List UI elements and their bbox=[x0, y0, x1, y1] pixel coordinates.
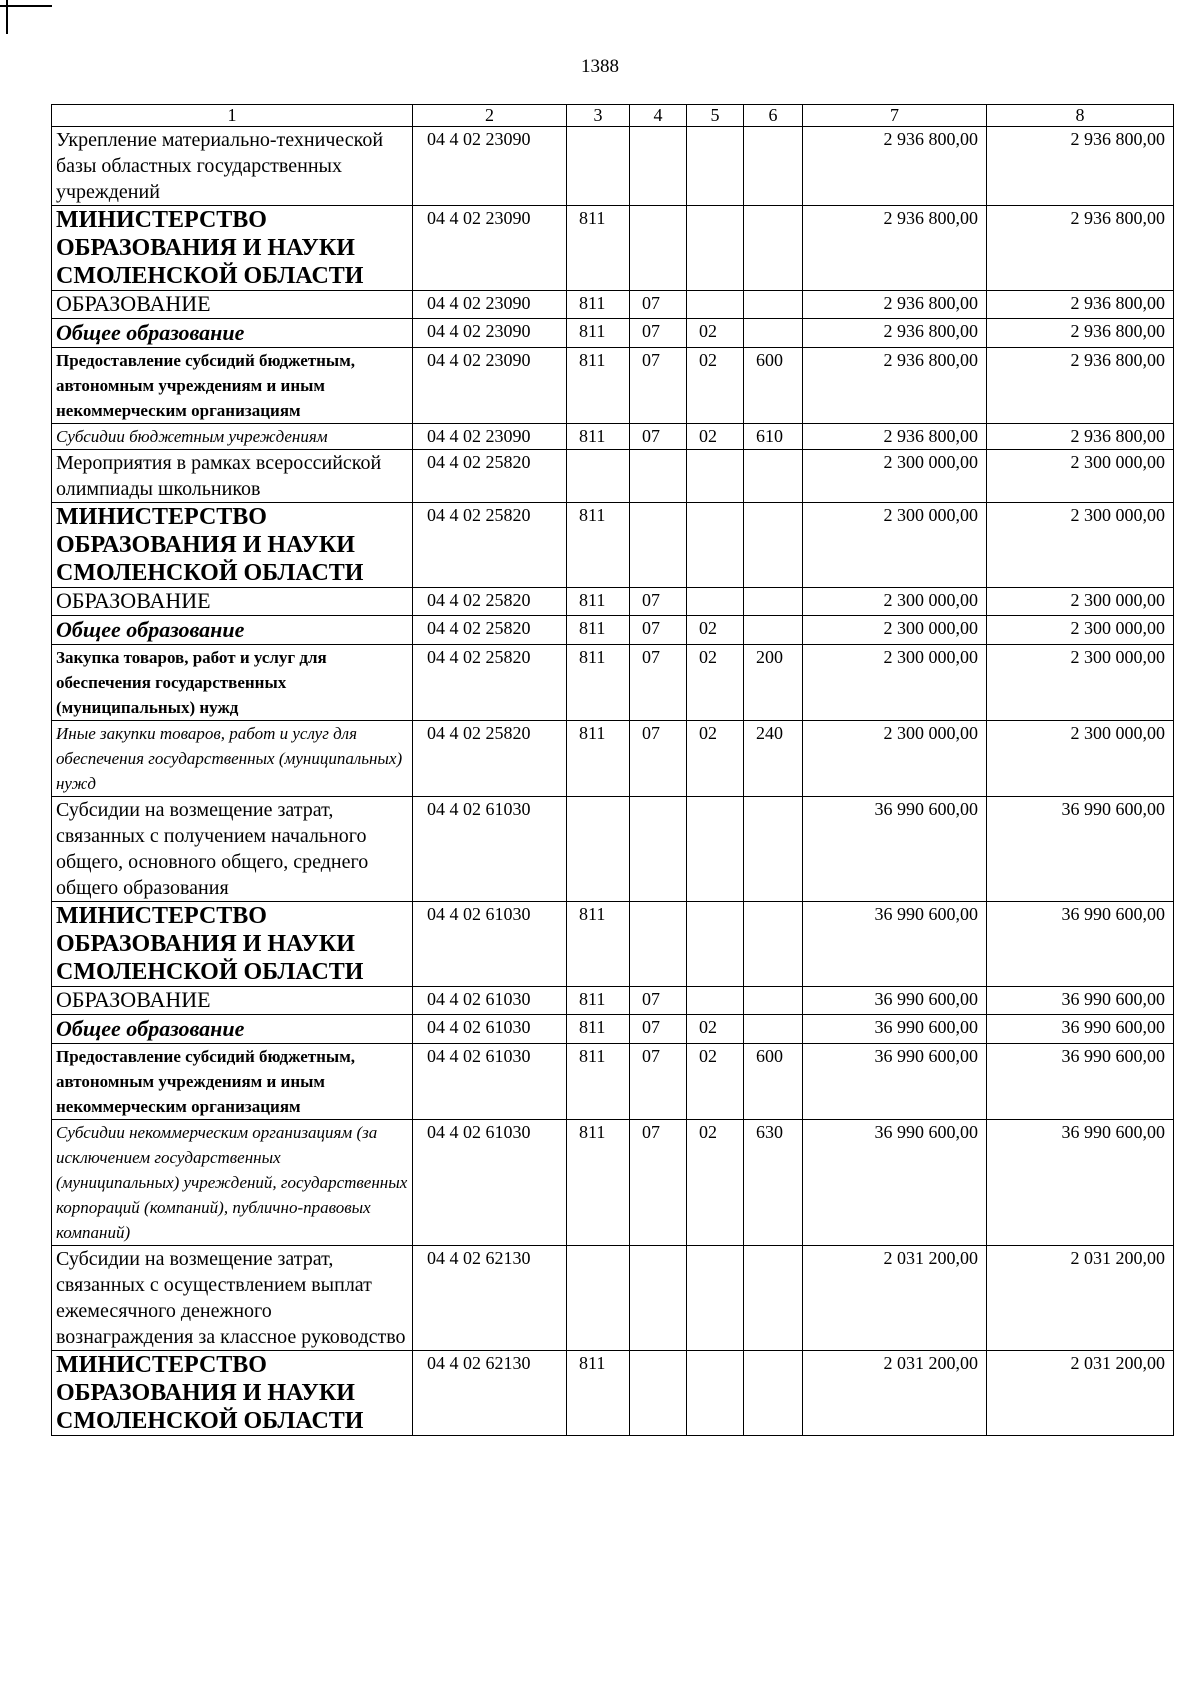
column-number: 8 bbox=[987, 105, 1174, 127]
row-amount-col7: 36 990 600,00 bbox=[803, 797, 987, 902]
row-expense-kind-code bbox=[744, 902, 803, 987]
row-expense-kind-code bbox=[744, 588, 803, 616]
row-amount-col7: 2 300 000,00 bbox=[803, 616, 987, 645]
table-row bbox=[52, 348, 1174, 424]
row-subsection-code bbox=[687, 206, 744, 291]
row-amount-col7: 2 300 000,00 bbox=[803, 588, 987, 616]
row-name bbox=[52, 797, 413, 902]
row-name bbox=[52, 450, 413, 503]
row-name bbox=[52, 1015, 413, 1044]
row-name-text: МИНИСТЕРСТВО ОБРАЗОВАНИЯ И НАУКИ СМОЛЕНСКОЙ ОБЛАСТИ bbox=[56, 1352, 364, 1434]
table-body bbox=[52, 105, 1174, 1436]
row-subsection-code: 02 bbox=[687, 424, 744, 450]
row-target-code: 04 4 02 61030 bbox=[413, 1044, 567, 1120]
row-name-text: Общее образование bbox=[56, 1016, 245, 1041]
row-subsection-code bbox=[687, 450, 744, 503]
row-name-text: Предоставление субсидий бюджетным, автономным учреждениям и иным некоммерческим организациям bbox=[56, 351, 356, 420]
row-subsection-code bbox=[687, 503, 744, 588]
row-amount-col8: 2 300 000,00 bbox=[987, 503, 1174, 588]
row-target-code: 04 4 02 25820 bbox=[413, 588, 567, 616]
row-admin-code: 811 bbox=[567, 987, 630, 1015]
row-name-text: Мероприятия в рамках всероссийской олимпиады школьников bbox=[56, 452, 382, 500]
table-row bbox=[52, 1351, 1174, 1436]
row-admin-code: 811 bbox=[567, 291, 630, 319]
row-target-code: 04 4 02 61030 bbox=[413, 1120, 567, 1246]
row-amount-col8: 2 936 800,00 bbox=[987, 291, 1174, 319]
row-amount-col7: 36 990 600,00 bbox=[803, 1044, 987, 1120]
row-section-code: 07 bbox=[630, 348, 687, 424]
row-subsection-code bbox=[687, 127, 744, 206]
row-subsection-code bbox=[687, 797, 744, 902]
table-row bbox=[52, 127, 1174, 206]
row-amount-col8: 2 300 000,00 bbox=[987, 588, 1174, 616]
row-amount-col7: 2 936 800,00 bbox=[803, 291, 987, 319]
table-row bbox=[52, 902, 1174, 987]
row-name-text: ОБРАЗОВАНИЕ bbox=[56, 987, 211, 1012]
row-amount-col7: 2 300 000,00 bbox=[803, 450, 987, 503]
row-subsection-code bbox=[687, 987, 744, 1015]
row-target-code: 04 4 02 25820 bbox=[413, 450, 567, 503]
row-admin-code: 811 bbox=[567, 721, 630, 797]
column-number: 6 bbox=[744, 105, 803, 127]
row-target-code: 04 4 02 25820 bbox=[413, 503, 567, 588]
row-name bbox=[52, 902, 413, 987]
row-name bbox=[52, 1351, 413, 1436]
row-target-code: 04 4 02 23090 bbox=[413, 319, 567, 348]
row-name-text: Общее образование bbox=[56, 320, 245, 345]
row-admin-code bbox=[567, 1246, 630, 1351]
row-subsection-code: 02 bbox=[687, 721, 744, 797]
row-expense-kind-code bbox=[744, 797, 803, 902]
row-subsection-code: 02 bbox=[687, 1044, 744, 1120]
row-amount-col7: 2 936 800,00 bbox=[803, 348, 987, 424]
row-expense-kind-code: 200 bbox=[744, 645, 803, 721]
row-section-code: 07 bbox=[630, 1044, 687, 1120]
row-amount-col7: 2 936 800,00 bbox=[803, 127, 987, 206]
row-name bbox=[52, 721, 413, 797]
row-amount-col8: 2 936 800,00 bbox=[987, 424, 1174, 450]
row-section-code bbox=[630, 503, 687, 588]
table-row bbox=[52, 616, 1174, 645]
budget-table bbox=[51, 104, 1174, 1436]
row-name-text: Предоставление субсидий бюджетным, автономным учреждениям и иным некоммерческим организациям bbox=[56, 1047, 356, 1116]
row-expense-kind-code: 600 bbox=[744, 348, 803, 424]
row-section-code: 07 bbox=[630, 987, 687, 1015]
row-section-code bbox=[630, 797, 687, 902]
row-name-text: Укрепление материально-технической базы областных государственных учреждений bbox=[56, 129, 384, 203]
row-subsection-code bbox=[687, 1351, 744, 1436]
table-row bbox=[52, 319, 1174, 348]
row-target-code: 04 4 02 23090 bbox=[413, 127, 567, 206]
row-name bbox=[52, 319, 413, 348]
row-target-code: 04 4 02 23090 bbox=[413, 424, 567, 450]
row-expense-kind-code bbox=[744, 450, 803, 503]
row-section-code: 07 bbox=[630, 1120, 687, 1246]
row-name bbox=[52, 424, 413, 450]
row-name bbox=[52, 291, 413, 319]
column-number: 7 bbox=[803, 105, 987, 127]
row-expense-kind-code bbox=[744, 1351, 803, 1436]
row-target-code: 04 4 02 62130 bbox=[413, 1246, 567, 1351]
row-name bbox=[52, 127, 413, 206]
row-expense-kind-code bbox=[744, 291, 803, 319]
row-name-text: Субсидии на возмещение затрат, связанных с осуществлением выплат ежемесячного денежного вознаграждения за классное руководство bbox=[56, 1248, 406, 1348]
row-expense-kind-code bbox=[744, 987, 803, 1015]
row-name-text: Субсидии некоммерческим организациям (за исключением государственных (муниципальных) учреждений, государственных корпораций (компаний), публично-правовых компаний) bbox=[56, 1123, 408, 1242]
table-row bbox=[52, 503, 1174, 588]
row-amount-col7: 36 990 600,00 bbox=[803, 1120, 987, 1246]
row-expense-kind-code: 630 bbox=[744, 1120, 803, 1246]
row-name bbox=[52, 503, 413, 588]
table-row bbox=[52, 588, 1174, 616]
row-subsection-code bbox=[687, 588, 744, 616]
table-row bbox=[52, 721, 1174, 797]
row-target-code: 04 4 02 23090 bbox=[413, 348, 567, 424]
table-row bbox=[52, 645, 1174, 721]
row-target-code: 04 4 02 23090 bbox=[413, 206, 567, 291]
row-name-text: МИНИСТЕРСТВО ОБРАЗОВАНИЯ И НАУКИ СМОЛЕНСКОЙ ОБЛАСТИ bbox=[56, 207, 364, 289]
table-row bbox=[52, 424, 1174, 450]
row-admin-code: 811 bbox=[567, 424, 630, 450]
row-target-code: 04 4 02 62130 bbox=[413, 1351, 567, 1436]
row-amount-col8: 2 936 800,00 bbox=[987, 319, 1174, 348]
row-name bbox=[52, 588, 413, 616]
row-name-text: Иные закупки товаров, работ и услуг для обеспечения государственных (муниципальных) нужд bbox=[56, 724, 403, 793]
row-admin-code bbox=[567, 797, 630, 902]
row-section-code bbox=[630, 450, 687, 503]
table-row bbox=[52, 1044, 1174, 1120]
row-section-code: 07 bbox=[630, 645, 687, 721]
row-amount-col8: 2 936 800,00 bbox=[987, 127, 1174, 206]
row-amount-col8: 2 936 800,00 bbox=[987, 206, 1174, 291]
row-name-text: Закупка товаров, работ и услуг для обеспечения государственных (муниципальных) нужд bbox=[56, 648, 327, 717]
row-amount-col7: 2 300 000,00 bbox=[803, 721, 987, 797]
row-amount-col7: 2 936 800,00 bbox=[803, 424, 987, 450]
row-expense-kind-code: 610 bbox=[744, 424, 803, 450]
row-admin-code: 811 bbox=[567, 348, 630, 424]
row-expense-kind-code: 240 bbox=[744, 721, 803, 797]
row-section-code bbox=[630, 127, 687, 206]
row-section-code: 07 bbox=[630, 319, 687, 348]
row-section-code: 07 bbox=[630, 588, 687, 616]
row-admin-code: 811 bbox=[567, 902, 630, 987]
row-name-text: МИНИСТЕРСТВО ОБРАЗОВАНИЯ И НАУКИ СМОЛЕНСКОЙ ОБЛАСТИ bbox=[56, 903, 364, 985]
row-admin-code: 811 bbox=[567, 1015, 630, 1044]
row-expense-kind-code: 600 bbox=[744, 1044, 803, 1120]
row-subsection-code: 02 bbox=[687, 348, 744, 424]
row-amount-col8: 36 990 600,00 bbox=[987, 1015, 1174, 1044]
row-admin-code bbox=[567, 450, 630, 503]
table-row bbox=[52, 450, 1174, 503]
table-row bbox=[52, 1246, 1174, 1351]
row-amount-col7: 2 300 000,00 bbox=[803, 503, 987, 588]
row-amount-col8: 2 300 000,00 bbox=[987, 616, 1174, 645]
row-amount-col8: 2 300 000,00 bbox=[987, 645, 1174, 721]
row-subsection-code bbox=[687, 902, 744, 987]
row-section-code: 07 bbox=[630, 721, 687, 797]
row-target-code: 04 4 02 61030 bbox=[413, 987, 567, 1015]
row-amount-col7: 2 031 200,00 bbox=[803, 1246, 987, 1351]
row-section-code bbox=[630, 1351, 687, 1436]
row-amount-col8: 36 990 600,00 bbox=[987, 987, 1174, 1015]
row-name-text: Субсидии бюджетным учреждениям bbox=[56, 427, 328, 446]
row-admin-code: 811 bbox=[567, 616, 630, 645]
row-amount-col7: 2 300 000,00 bbox=[803, 645, 987, 721]
column-number: 4 bbox=[630, 105, 687, 127]
table-row bbox=[52, 1015, 1174, 1044]
row-admin-code: 811 bbox=[567, 588, 630, 616]
row-expense-kind-code bbox=[744, 319, 803, 348]
row-amount-col8: 36 990 600,00 bbox=[987, 1120, 1174, 1246]
row-admin-code: 811 bbox=[567, 1120, 630, 1246]
row-expense-kind-code bbox=[744, 616, 803, 645]
row-name-text: ОБРАЗОВАНИЕ bbox=[56, 588, 211, 613]
row-target-code: 04 4 02 25820 bbox=[413, 645, 567, 721]
row-amount-col7: 36 990 600,00 bbox=[803, 902, 987, 987]
column-number-row bbox=[52, 105, 1174, 127]
row-expense-kind-code bbox=[744, 127, 803, 206]
row-name-text: Общее образование bbox=[56, 617, 245, 642]
row-target-code: 04 4 02 23090 bbox=[413, 291, 567, 319]
row-subsection-code: 02 bbox=[687, 616, 744, 645]
row-target-code: 04 4 02 61030 bbox=[413, 797, 567, 902]
row-subsection-code: 02 bbox=[687, 645, 744, 721]
row-amount-col8: 2 300 000,00 bbox=[987, 450, 1174, 503]
row-amount-col8: 2 031 200,00 bbox=[987, 1351, 1174, 1436]
row-expense-kind-code bbox=[744, 1015, 803, 1044]
row-name bbox=[52, 987, 413, 1015]
row-section-code: 07 bbox=[630, 291, 687, 319]
row-amount-col8: 36 990 600,00 bbox=[987, 902, 1174, 987]
row-section-code bbox=[630, 902, 687, 987]
column-number: 2 bbox=[413, 105, 567, 127]
row-name bbox=[52, 1120, 413, 1246]
row-admin-code: 811 bbox=[567, 1351, 630, 1436]
row-amount-col7: 2 936 800,00 bbox=[803, 206, 987, 291]
row-admin-code: 811 bbox=[567, 206, 630, 291]
row-name bbox=[52, 1044, 413, 1120]
row-name bbox=[52, 1246, 413, 1351]
row-name bbox=[52, 348, 413, 424]
row-amount-col8: 36 990 600,00 bbox=[987, 1044, 1174, 1120]
row-amount-col8: 2 031 200,00 bbox=[987, 1246, 1174, 1351]
row-expense-kind-code bbox=[744, 206, 803, 291]
row-target-code: 04 4 02 61030 bbox=[413, 902, 567, 987]
row-name bbox=[52, 616, 413, 645]
row-target-code: 04 4 02 25820 bbox=[413, 616, 567, 645]
table-row bbox=[52, 1120, 1174, 1246]
row-section-code bbox=[630, 1246, 687, 1351]
row-admin-code: 811 bbox=[567, 1044, 630, 1120]
row-name-text: ОБРАЗОВАНИЕ bbox=[56, 291, 211, 316]
row-amount-col7: 36 990 600,00 bbox=[803, 987, 987, 1015]
row-expense-kind-code bbox=[744, 1246, 803, 1351]
column-number: 3 bbox=[567, 105, 630, 127]
column-number: 5 bbox=[687, 105, 744, 127]
row-name-text: Субсидии на возмещение затрат, связанных с получением начального общего, основного общего, среднего общего образования bbox=[56, 799, 369, 899]
row-subsection-code bbox=[687, 291, 744, 319]
row-amount-col8: 2 300 000,00 bbox=[987, 721, 1174, 797]
row-admin-code: 811 bbox=[567, 503, 630, 588]
row-section-code: 07 bbox=[630, 424, 687, 450]
row-name bbox=[52, 645, 413, 721]
row-amount-col7: 2 936 800,00 bbox=[803, 319, 987, 348]
row-section-code: 07 bbox=[630, 616, 687, 645]
table-row bbox=[52, 797, 1174, 902]
row-expense-kind-code bbox=[744, 503, 803, 588]
row-amount-col7: 2 031 200,00 bbox=[803, 1351, 987, 1436]
row-amount-col8: 2 936 800,00 bbox=[987, 348, 1174, 424]
scan-corner-mark bbox=[6, 0, 8, 34]
row-subsection-code bbox=[687, 1246, 744, 1351]
row-target-code: 04 4 02 25820 bbox=[413, 721, 567, 797]
row-name-text: МИНИСТЕРСТВО ОБРАЗОВАНИЯ И НАУКИ СМОЛЕНСКОЙ ОБЛАСТИ bbox=[56, 504, 364, 586]
page-number: 1388 bbox=[581, 56, 619, 77]
row-target-code: 04 4 02 61030 bbox=[413, 1015, 567, 1044]
row-admin-code bbox=[567, 127, 630, 206]
row-admin-code: 811 bbox=[567, 645, 630, 721]
row-section-code bbox=[630, 206, 687, 291]
row-section-code: 07 bbox=[630, 1015, 687, 1044]
row-amount-col8: 36 990 600,00 bbox=[987, 797, 1174, 902]
row-subsection-code: 02 bbox=[687, 1015, 744, 1044]
row-subsection-code: 02 bbox=[687, 1120, 744, 1246]
row-amount-col7: 36 990 600,00 bbox=[803, 1015, 987, 1044]
row-subsection-code: 02 bbox=[687, 319, 744, 348]
table-row bbox=[52, 987, 1174, 1015]
table-row bbox=[52, 291, 1174, 319]
row-name bbox=[52, 206, 413, 291]
column-number: 1 bbox=[52, 105, 413, 127]
table-row bbox=[52, 206, 1174, 291]
row-admin-code: 811 bbox=[567, 319, 630, 348]
